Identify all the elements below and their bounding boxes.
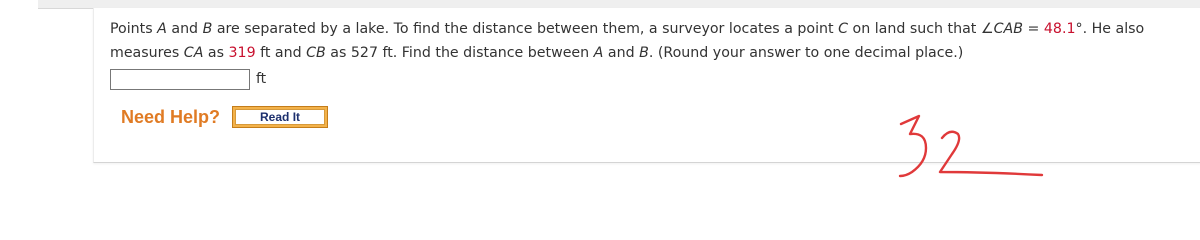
answer-input[interactable] — [110, 69, 250, 90]
segment-cb: CB — [306, 45, 326, 61]
handwritten-annotation-32 — [892, 110, 1052, 185]
read-it-label: Read It — [235, 109, 325, 125]
point-a: A — [157, 21, 167, 37]
handwritten-digit-2 — [940, 132, 1042, 175]
need-help-label: Need Help? — [121, 106, 221, 127]
problem-statement: Points A and B are separated by a lake. To find the distance between them, a surveyor locates a point C on land such that ∠CAB = 48.1°. He also measures CA as 319 ft and CB as 527 ft. Find the distance between A and B. (Round your answer to one decimal place.) — [110, 21, 1145, 61]
handwritten-digit-3 — [900, 116, 926, 176]
point-b: B — [202, 21, 213, 37]
read-it-button[interactable] — [232, 106, 328, 128]
help-row — [121, 106, 328, 128]
answer-row — [110, 67, 266, 91]
angle-icon: ∠ — [980, 21, 994, 37]
angle-value: 48.1 — [1043, 21, 1076, 37]
point-a: A — [593, 45, 604, 61]
ca-value: 319 — [228, 45, 256, 61]
answer-unit: ft — [256, 71, 267, 87]
angle-name: CAB — [993, 21, 1023, 37]
point-b: B — [639, 45, 649, 61]
point-c: C — [838, 21, 849, 37]
segment-ca: CA — [183, 45, 204, 61]
